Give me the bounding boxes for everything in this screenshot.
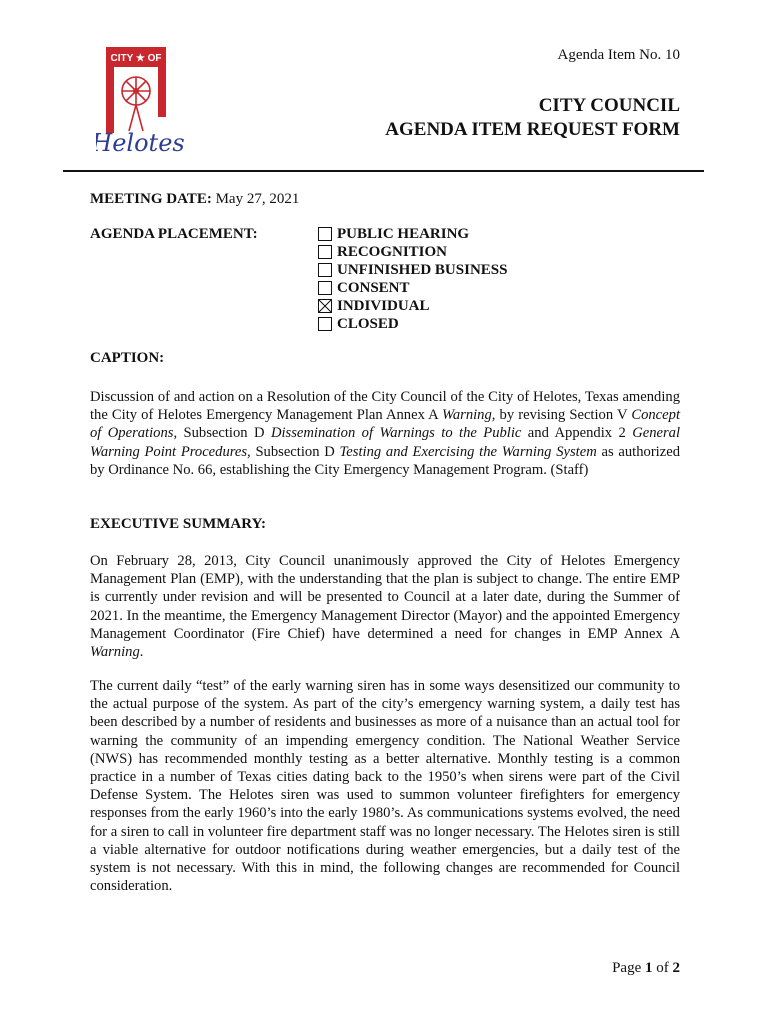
caption-text-part: Concept of Operations [90,407,680,442]
placement-option-label: CONSENT [337,279,410,296]
checkbox[interactable] [318,317,332,331]
caption-text-part: and Appendix 2 [521,425,633,442]
meeting-date-value: May 27, 2021 [215,191,300,207]
caption-text-part: by revising Section V [495,407,632,424]
placement-option-label: UNFINISHED BUSINESS [337,261,508,278]
paragraph-part: On February 28, 2013, City Council unanimously approved the City of Helotes Emergency Management Plan (EMP), with the understanding that the plan is subject to change. The entire EMP is currently under revision and will be presented to Council at a later date, during the Summer of 2021. In the meantime, the Emergency Management Director (Mayor) and the appointed Emergency Management Coordinator (Fire Chief) have determined a need for changes in EMP Annex A [90,553,680,642]
page-number [612,960,680,977]
placement-option-label: RECOGNITION [337,243,448,260]
caption-text-part: as authorized by Ordinance No. 66, establishing the City Emergency Management Program. (Staff) [90,443,680,478]
placement-option [318,279,507,297]
checkbox[interactable] [318,245,332,259]
placement-option [318,243,507,261]
caption-text-part: Dissemination of Warnings to the Public [270,425,522,442]
checkbox[interactable] [318,227,332,241]
checked-checkbox[interactable] [318,299,332,313]
placement-option [318,225,507,243]
paragraph-part: Warning [90,644,140,661]
agenda-item-number: Agenda Item No. 10 [557,47,680,63]
city-of-helotes-logo [96,45,184,157]
executive-summary-paragraph-1 [90,552,680,661]
caption-text-part: Warning, [442,407,496,424]
page-word: Page [612,960,645,976]
caption-text-part: , Subsection D [247,443,340,460]
svg-text:CITY ★ OF: CITY ★ OF [110,53,162,64]
placement-option [318,315,507,333]
placement-option-label: CLOSED [337,315,399,332]
executive-summary-heading: EXECUTIVE SUMMARY: [90,516,267,532]
placement-option-label: PUBLIC HEARING [337,225,470,242]
svg-text:Helotes: Helotes [96,129,184,157]
meeting-date-row [90,191,299,208]
meeting-date-label: MEETING DATE: [90,191,212,207]
placement-option [318,297,507,315]
agenda-placement-options [318,225,507,333]
page-total: 2 [672,960,680,976]
agenda-placement-label: AGENDA PLACEMENT: [90,226,258,242]
caption-text-part: , Subsection D [173,425,271,442]
page-of: of [652,960,673,976]
placement-option-label: INDIVIDUAL [337,297,430,314]
form-title-line1: CITY COUNCIL [538,95,680,116]
caption-text-part: Discussion of and action on a Resolution of the City Council of the City of Helotes, Texas amending the City of Helotes Emergency Management Plan Annex A [90,389,680,424]
checkbox[interactable] [318,281,332,295]
caption-text-part: Testing and Exercising the Warning System [339,443,597,460]
form-title-line2: AGENDA ITEM REQUEST FORM [385,119,680,140]
executive-summary-paragraph-2: The current daily “test” of the early warning siren has in some ways desensitized our community to the actual purpose of the system. As part of the city’s emergency warning system, a daily test has been described by a number of residents and businesses as more of a nuisance than an actual tool for warning the community of an impending emergency condition. The National Weather Service (NWS) has recommended monthly testing as a better alternative. Monthly testing is a common practice in a number of Texas cities dating back to the 1950’s when sirens were part of the Civil Defense System. The Helotes siren was used to summon volunteer firefighters for emergency responses from the early 1960’s into the early 1980’s. As communications systems evolved, the need for a siren to call in volunteer fire department staff was no longer necessary. The Helotes siren is still a viable alternative for outdoor notifications during weather emergencies, but a daily test of the system is not necessary. With this in mind, the following changes are recommended for Council consideration. [90,678,680,895]
placement-option [318,261,507,279]
paragraph-part: . [139,644,144,661]
caption-heading: CAPTION: [90,350,165,366]
checkbox[interactable] [318,263,332,277]
header-divider [63,170,704,172]
caption-text-part: General Warning Point Procedures [90,425,681,460]
page-current: 1 [645,960,653,976]
caption-text [90,388,680,479]
